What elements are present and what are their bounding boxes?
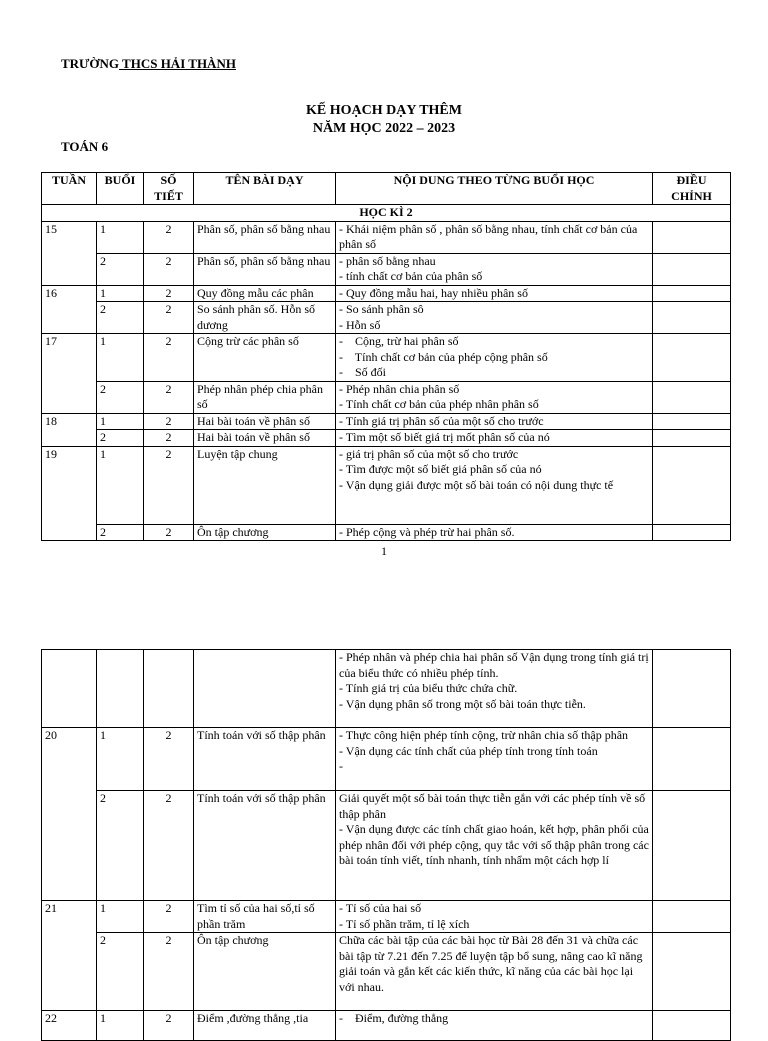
table-row: [42, 901, 731, 933]
table-row: [42, 524, 731, 541]
cell-tiet: [144, 650, 194, 728]
cell-noidung: Giải quyết một số bài toán thực tiễn gắn với các phép tính về số thập phân - Vận dụng được các tính chất giao hoán, kết hợp, phân phối của phép nhân đối với phép cộng, quy tắc với số thập phân trong các bài toán tính viết, tính nhanh, tính nhẩm một cách hợp lí: [336, 791, 653, 901]
cell-bai: Phép nhân phép chia phân số: [194, 381, 336, 413]
document-page-2: [0, 572, 768, 1024]
cell-tiet: 2: [144, 285, 194, 302]
cell-tiet: 2: [144, 524, 194, 541]
cell-bai: Luyện tập chung: [194, 446, 336, 524]
cell-buoi: 1: [97, 901, 144, 933]
col-header-tuan: TUẦN: [42, 173, 97, 205]
cell-tiet: 2: [144, 446, 194, 524]
cell-noidung: - giá trị phân số của một số cho trước - Tìm được một số biết giá phân số của nó - Vận dụng giải được một số bài toán có nội dung thực tế: [336, 446, 653, 524]
cell-noidung: - Tỉ số của hai số - Tỉ số phần trăm, tỉ lệ xích: [336, 901, 653, 933]
cell-dieuchinh: [653, 728, 731, 791]
cell-dieuchinh: [653, 446, 731, 524]
cell-tiet: 2: [144, 933, 194, 1011]
table-row: [42, 253, 731, 285]
school-year: NĂM HỌC 2022 – 2023: [312, 121, 456, 136]
table-row: [42, 302, 731, 334]
cell-dieuchinh: [653, 413, 731, 430]
cell-tiet: 2: [144, 901, 194, 933]
cell-buoi: 1: [97, 285, 144, 302]
cell-tiet: 2: [144, 413, 194, 430]
cell-tiet: 2: [144, 253, 194, 285]
cell-tiet: 2: [144, 791, 194, 901]
col-header-ten-bai: TÊN BÀI DẠY: [194, 173, 336, 205]
cell-buoi: [97, 650, 144, 728]
table-row: [42, 381, 731, 413]
cell-bai: Cộng trừ các phân số: [194, 334, 336, 382]
cell-tuan: 20: [42, 728, 97, 901]
cell-noidung: - phân số bằng nhau - tính chất cơ bản của phân số: [336, 253, 653, 285]
cell-tiet: 2: [144, 302, 194, 334]
cell-buoi: 2: [97, 302, 144, 334]
cell-dieuchinh: [653, 381, 731, 413]
cell-bai: Tìm tỉ số của hai số,tỉ số phần trăm: [194, 901, 336, 933]
table-row: [42, 413, 731, 430]
cell-tuan: 19: [42, 446, 97, 541]
col-header-noi-dung: NỘI DUNG THEO TỪNG BUỔI HỌC: [336, 173, 653, 205]
cell-noidung: - So sánh phân sô - Hỗn số: [336, 302, 653, 334]
cell-bai: Phân số, phân số bằng nhau: [194, 221, 336, 253]
cell-tuan: 22: [42, 1011, 97, 1041]
cell-buoi: 2: [97, 524, 144, 541]
schedule-table: [41, 172, 731, 541]
cell-tuan: 16: [42, 285, 97, 334]
schedule-table-continued: [41, 649, 731, 1041]
cell-bai: Ôn tập chương: [194, 933, 336, 1011]
cell-buoi: 1: [97, 728, 144, 791]
cell-noidung: - Phép nhân chia phân số - Tính chất cơ bản của phép nhân phân số: [336, 381, 653, 413]
cell-noidung: - Tính giá trị phân số của một số cho trước: [336, 413, 653, 430]
cell-dieuchinh: [653, 430, 731, 447]
table-row: [42, 221, 731, 253]
cell-buoi: 1: [97, 334, 144, 382]
cell-bai: Ôn tập chương: [194, 524, 336, 541]
cell-buoi: 2: [97, 430, 144, 447]
cell-tiet: 2: [144, 334, 194, 382]
table-row: [42, 285, 731, 302]
cell-noidung: - Thực công hiện phép tính cộng, trừ nhân chia số thập phân - Vận dụng các tính chất của phép tính trong tính toán -: [336, 728, 653, 791]
semester-label: HỌC KÌ 2: [42, 205, 731, 222]
cell-tuan: [42, 650, 97, 728]
cell-buoi: 2: [97, 381, 144, 413]
table-row: [42, 334, 731, 382]
cell-noidung: - Phép cộng và phép trừ hai phân số.: [336, 524, 653, 541]
cell-dieuchinh: [653, 253, 731, 285]
cell-bai: Phân số, phân số bằng nhau: [194, 253, 336, 285]
cell-tiet: 2: [144, 728, 194, 791]
cell-dieuchinh: [653, 901, 731, 933]
cell-tiet: 2: [144, 430, 194, 447]
cell-bai: So sánh phân số. Hỗn số dương: [194, 302, 336, 334]
cell-tuan: 18: [42, 413, 97, 446]
cell-buoi: 1: [97, 221, 144, 253]
table-row: [42, 728, 731, 791]
subject-label: TOÁN 6: [61, 139, 109, 154]
table-row: [42, 791, 731, 901]
cell-bai: Tính toán với số thập phân: [194, 728, 336, 791]
cell-buoi: 1: [97, 446, 144, 524]
cell-dieuchinh: [653, 524, 731, 541]
school-name: TRƯỜNG THCS HẢI THÀNH: [61, 56, 236, 71]
cell-noidung: - Cộng, trừ hai phân số - Tính chất cơ bản của phép cộng phân số - Số đối: [336, 334, 653, 382]
cell-dieuchinh: [653, 302, 731, 334]
cell-bai: Hai bài toán về phân số: [194, 413, 336, 430]
cell-dieuchinh: [653, 221, 731, 253]
table-row: [42, 446, 731, 524]
cell-bai: Quy đồng mẫu các phân: [194, 285, 336, 302]
page-number: 1: [381, 544, 387, 558]
col-header-dieu-chinh: ĐIỀU CHỈNH: [653, 173, 731, 205]
cell-dieuchinh: [653, 933, 731, 1011]
table-row: [42, 933, 731, 1011]
table-header-row: [42, 173, 731, 205]
cell-bai: Điểm ,đường thẳng ,tia: [194, 1011, 336, 1041]
table-row: [42, 1011, 731, 1041]
col-header-so-tiet: SỐ TIẾT: [144, 173, 194, 205]
cell-noidung: - Tìm một số biết giá trị mốt phân số của nó: [336, 430, 653, 447]
cell-tiet: 2: [144, 381, 194, 413]
cell-dieuchinh: [653, 334, 731, 382]
cell-tuan: 21: [42, 901, 97, 1011]
cell-tiet: 2: [144, 221, 194, 253]
cell-noidung: - Khái niệm phân số , phân số bằng nhau, tính chất cơ bản của phân số: [336, 221, 653, 253]
cell-dieuchinh: [653, 650, 731, 728]
cell-noidung: - Điểm, đường thẳng: [336, 1011, 653, 1041]
cell-bai: [194, 650, 336, 728]
cell-noidung: - Phép nhân và phép chia hai phân số Vận dụng trong tính giá trị của biểu thức có nhiều phép tính. - Tính giá trị của biểu thức chứa chữ. - Vận dụng phân số trong một số bài toán thực tiễn.: [336, 650, 653, 728]
cell-buoi: 1: [97, 413, 144, 430]
cell-dieuchinh: [653, 1011, 731, 1041]
cell-buoi: 2: [97, 791, 144, 901]
col-header-buoi: BUỔI: [97, 173, 144, 205]
cell-bai: Tính toán với số thập phân: [194, 791, 336, 901]
table-row: [42, 650, 731, 728]
plan-title: KẾ HOẠCH DẠY THÊM: [306, 103, 462, 118]
cell-tiet: 2: [144, 1011, 194, 1041]
cell-tuan: 17: [42, 334, 97, 414]
cell-tuan: 15: [42, 221, 97, 285]
cell-dieuchinh: [653, 285, 731, 302]
cell-bai: Hai bài toán về phân số: [194, 430, 336, 447]
cell-dieuchinh: [653, 791, 731, 901]
cell-noidung: Chữa các bài tập của các bài học từ Bài 28 đến 31 và chữa các bài tập từ 7.21 đến 7.25 để luyện tập bổ sung, nâng cao kĩ năng giải toán và gắn kết các kiến thức, kĩ năng của các bài học lại với nhau.: [336, 933, 653, 1011]
cell-noidung: - Quy đồng mẫu hai, hay nhiều phân số: [336, 285, 653, 302]
cell-buoi: 2: [97, 933, 144, 1011]
table-row: [42, 430, 731, 447]
cell-buoi: 2: [97, 253, 144, 285]
cell-buoi: 1: [97, 1011, 144, 1041]
